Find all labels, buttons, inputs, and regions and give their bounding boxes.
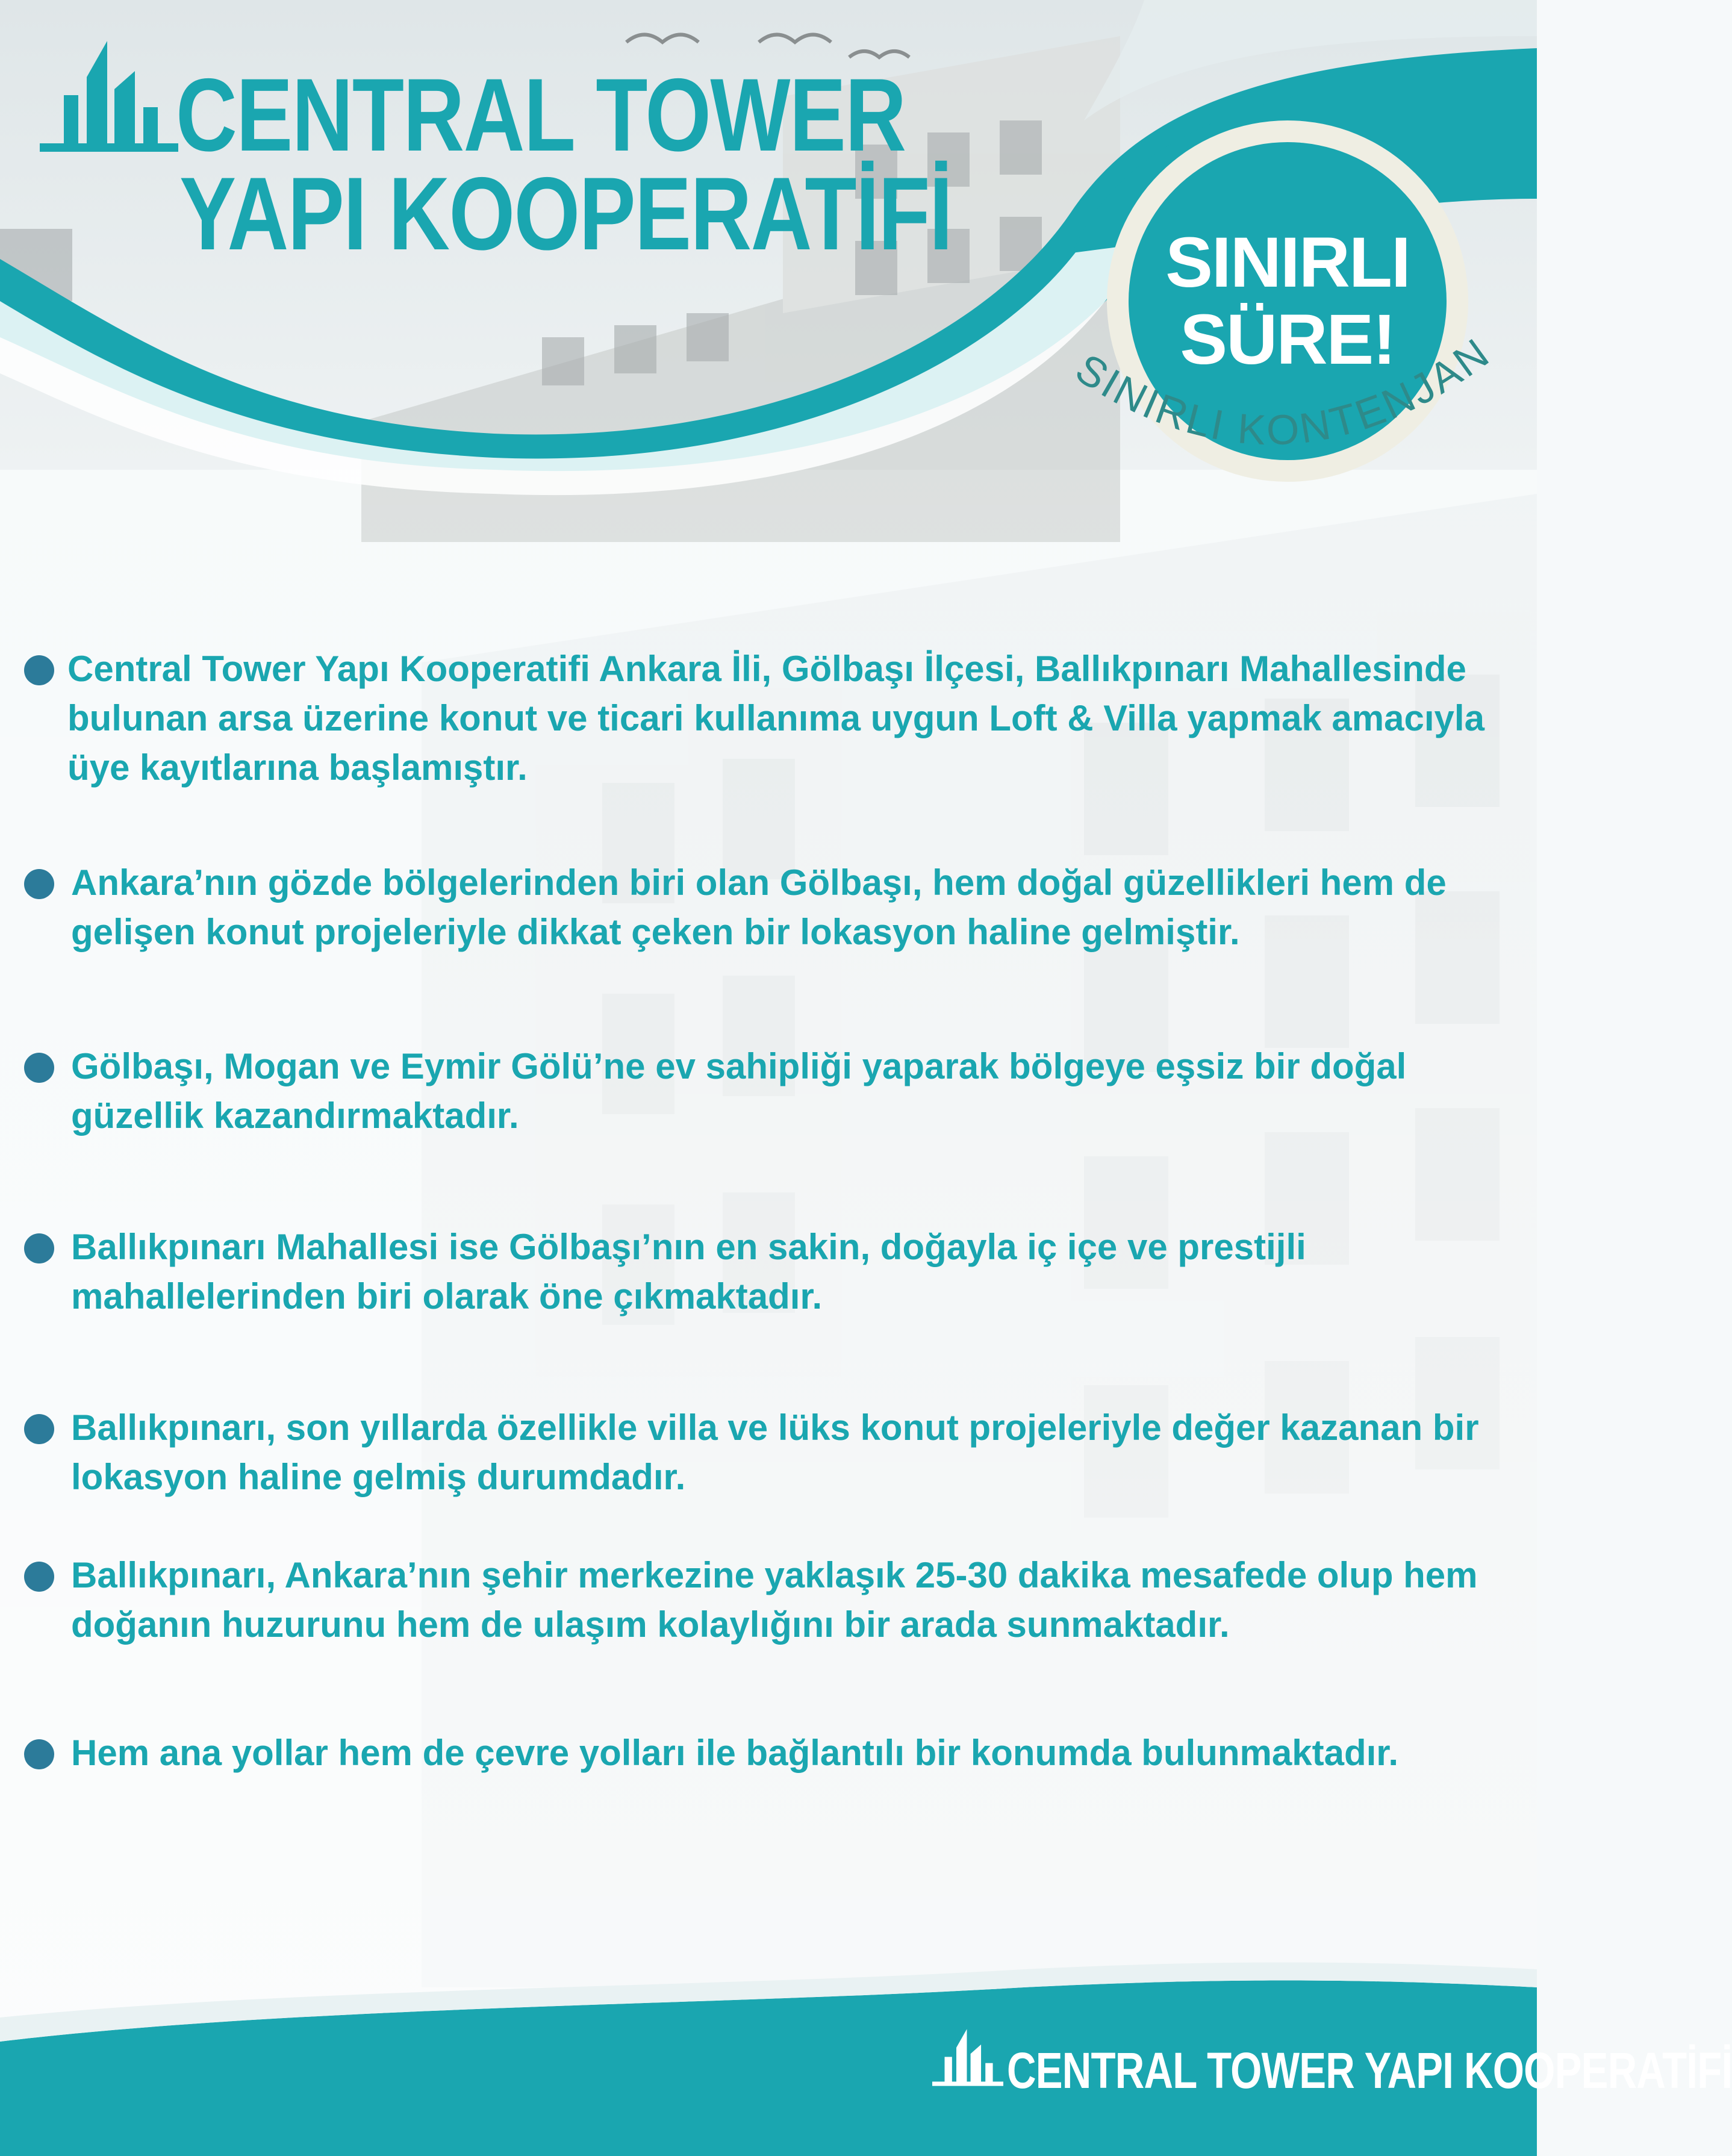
building-bars-icon bbox=[932, 2028, 1003, 2089]
bullet-text: Ballıkpınarı Mahallesi ise Gölbaşı’nın en sakin, doğayla iç içe ve prestijli mahallelerinden biri olarak öne çıkmaktadır. bbox=[71, 1227, 1306, 1316]
bullet-dot-icon bbox=[24, 1562, 54, 1592]
bullet-dot-icon bbox=[24, 869, 54, 899]
badge-line-2: SÜRE! bbox=[1180, 300, 1395, 379]
brand-title-line-1: CENTRAL TOWER bbox=[176, 57, 906, 173]
footer-brand: CENTRAL TOWER YAPI KOOPERATİFİ bbox=[1007, 2042, 1732, 2099]
brand-title-line-2: YAPI KOOPERATİFİ bbox=[179, 156, 952, 272]
bullet-dot-icon bbox=[24, 1739, 54, 1769]
curved-text: SINIRLI KONTENJAN bbox=[1067, 328, 1499, 454]
bullet-text: Hem ana yollar hem de çevre yolları ile bağlantılı bir konumda bulunmaktadır. bbox=[71, 1733, 1399, 1773]
bullet-text: Ballıkpınarı, son yıllarda özellikle villa ve lüks konut projeleriyle değer kazanan bir lokasyon haline gelmiş durumdadır. bbox=[71, 1407, 1479, 1497]
bullet-text: Ankara’nın gözde bölgelerinden biri olan Gölbaşı, hem doğal güzellikleri hem de gelişen konut projeleriyle dikkat çeken bir lokasyon haline gelmiştir. bbox=[71, 862, 1447, 952]
bullet-dot-icon bbox=[24, 655, 54, 685]
bullet-text: Central Tower Yapı Kooperatifi Ankara İli, Gölbaşı İlçesi, Ballıkpınarı Mahallesinde bulunan arsa üzerine konut ve ticari kullanıma uygun Loft & Villa yapmak amacıyla üye kayıtlarına başlamıştır. bbox=[67, 649, 1484, 788]
building-bars-icon bbox=[40, 41, 178, 155]
limited-quota-curved-label bbox=[1024, 313, 1542, 530]
bullet-dot-icon bbox=[24, 1414, 54, 1444]
bullet-text: Gölbaşı, Mogan ve Eymir Gölü’ne ev sahipliği yaparak bölgeye eşsiz bir doğal güzellik kazandırmaktadır. bbox=[71, 1046, 1407, 1136]
svg-text:SINIRLI KONTENJAN bbox=[1068, 328, 1499, 453]
badge-line-1: SINIRLI bbox=[1165, 223, 1410, 302]
bullet-text: Ballıkpınarı, Ankara’nın şehir merkezine yaklaşık 25-30 dakika mesafede olup hem doğanın huzurunu hem de ulaşım kolaylığını bir arada sunmaktadır. bbox=[71, 1555, 1478, 1645]
bullet-dot-icon bbox=[24, 1053, 54, 1083]
bullet-dot-icon bbox=[24, 1233, 54, 1263]
